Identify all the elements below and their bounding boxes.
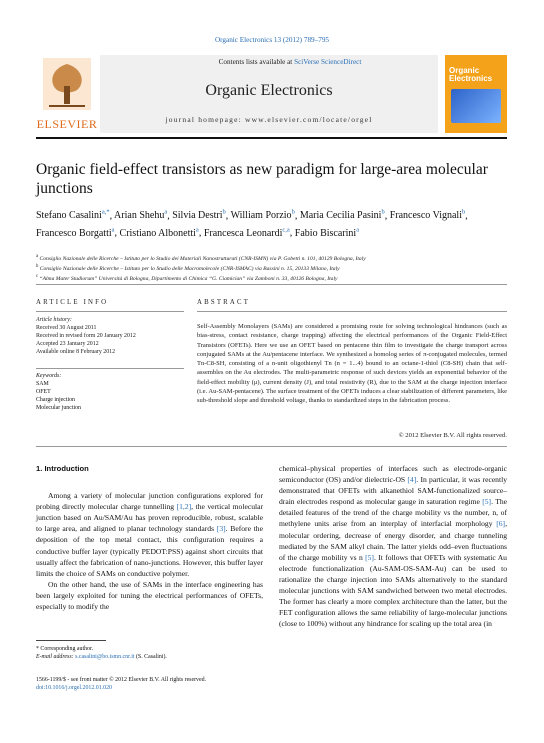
issn-line: 1566-1199/$ - see front matter © 2012 Elsevier B.V. All rights reserved. (36, 677, 207, 683)
corresponding-author: * Corresponding author. (36, 646, 94, 652)
citation-link[interactable]: [5] (482, 497, 492, 507)
footnote-rule (36, 640, 106, 641)
paragraph (36, 490, 263, 579)
text-run: . The detailed features of the trend of the charge mobility vs the number, n, of methylene units arise from an interplay of interfacial morphology (279, 497, 507, 529)
keyword: OFET (36, 389, 51, 395)
contents-prefix: Contents lists available at (218, 58, 295, 66)
author: Fabio Biscarini$^a$ (294, 226, 360, 239)
email-line (36, 653, 263, 661)
affiliation: $^b$ Consiglio Nazionale delle Ricerche – Istituto per lo Studio delle Macromolecole (CNR-ISMAC) via Bassini n. 15, 20133 Milano, Italy (36, 263, 340, 272)
abstract-text: Self-Assembly Monolayers (SAMs) are considered a promising route for solving technological hindrances (such as bias-stress, contact resistance, charge trapping) affecting the electrical performances of the Organic Field-Effect Transistors (OFETs). Here we use an OFET based on pentacene thin film to investigate the charge transport across conjugated SAMs at the Au/pentacene interface. We synthesized a homolog series of π-conjugated molecules, termed Tn-C8-SH, consisting of a n-unit oligothienyl Tn (n = 1...4) bound to an octane-1-thiol (C8-SH) chain that self-assembles on the Au electrodes. The multi-parametric response of such devices yields an exponential behavior of the field-effect mobility (μ), current density (J), and total resistivity (R), due to the SAM at the charge injection interface (i.e. Au-SAM-pentacene). The surface treatment of the OFETs induces a clear stabilization of different parameters, like sub-threshold slope and threshold voltage, thanks to standardized steps in the fabrication process. (197, 323, 507, 405)
author: Silvia Destri$^b$ (172, 209, 226, 222)
author-affiliation-mark[interactable]: b (222, 209, 226, 216)
author-affiliation-mark[interactable]: c,a (282, 226, 290, 234)
author-affiliation-mark[interactable]: b (461, 209, 466, 216)
text-run: , the vertical molecular junction based on Au/SAM/Au has proven reproducible, robust, scalable to large area, and aligned to planar technology standards (36, 502, 263, 534)
history-item: Available online 8 February 2012 (36, 349, 116, 355)
keyword: SAM (36, 381, 49, 387)
history-item: Received 30 August 2011 (36, 325, 97, 331)
paragraph: On the other hand, the use of SAMs in the interface engineering has been largely exploited for tuning the electrical performances of OFETs, especially to modify the (36, 579, 263, 612)
author-affiliation-mark[interactable]: a (111, 226, 115, 234)
author: Cristiano Albonetti$^a$ (119, 226, 199, 239)
history-label: Article history: (36, 317, 72, 323)
author: Francesco Borgatti$^a$ (36, 226, 115, 239)
journal-homepage[interactable]: journal homepage: www.elsevier.com/locate/orgel (165, 115, 373, 124)
header-rule (36, 137, 507, 139)
article-info-heading: ARTICLE INFO (36, 299, 109, 306)
front-matter-note (36, 676, 276, 692)
email-label: E-mail address: (36, 654, 74, 660)
journal-cover (445, 55, 507, 133)
affiliation: $^c$ “Alma Mater Studiorum” Università di Bologna, Dipartimento di Chimica “G. Ciamician” via Zamboni n. 33, 40126 Bologna, Italy (36, 273, 338, 282)
author: Stefano Casalini$^{a,*}$ (36, 209, 110, 222)
contents-line (130, 58, 450, 66)
publisher-name: ELSEVIER (36, 117, 98, 131)
text-run: . In particular, it was recently demonstrated that OFETs with alkanethiol SAM-functionalized source–drain electrodes respond as molecular gauge in saturation regime (279, 475, 507, 507)
copyright: © 2012 Elsevier B.V. All rights reserved. (398, 432, 507, 439)
text-run: Among a variety of molecular junction configurations explored for probing directly molecular charge tunnelling (36, 491, 263, 512)
keywords (36, 372, 184, 412)
divider (36, 284, 507, 285)
text-run: , molecular ordering, decrease of energy disorder, and charge tunneling mediated by the SAM alkyl chain. The latter yields odd–even fluctuations of the charge mobility vs n (279, 519, 507, 562)
author: Maria Cecilia Pasini$^b$ (299, 209, 385, 222)
keyword: Charge injection (36, 397, 75, 403)
cover-title-line-2: Electronics (449, 74, 493, 83)
divider (197, 311, 507, 312)
abstract-heading: ABSTRACT (197, 299, 251, 306)
doi-link[interactable]: doi:10.1016/j.orgel.2012.01.020 (36, 685, 112, 691)
history-item: Accepted 23 January 2012 (36, 341, 99, 347)
email-link[interactable]: s.casalini@bo.ismn.cnr.it (75, 654, 135, 660)
cover-art (451, 89, 501, 123)
citation-link[interactable]: [3] (216, 524, 226, 534)
citation-link[interactable]: [1,2] (176, 502, 192, 512)
divider (36, 368, 184, 369)
article-title: Organic field-effect transistors as new paradigm for large-area molecular junctions (36, 161, 488, 197)
affiliation-list (36, 253, 506, 283)
paragraph (279, 463, 507, 629)
citation-link[interactable]: [6] (496, 519, 506, 529)
journal-header (72, 55, 430, 133)
keyword: Molecular junction (36, 405, 81, 411)
author: Arian Shehu$^a$ (114, 209, 168, 222)
divider (36, 311, 184, 312)
author: Francesca Leonardi$^{c,a}$ (203, 226, 290, 239)
footnote (36, 645, 263, 661)
keywords-label: Keywords: (36, 373, 62, 379)
divider (36, 446, 507, 447)
history-item: Received in revised form 20 January 2012 (36, 333, 136, 339)
right-column (279, 463, 507, 629)
journal-banner (100, 55, 438, 133)
sciencedirect-link[interactable]: SciVerse ScienceDirect (294, 58, 362, 66)
author-affiliation-mark[interactable]: b (381, 209, 385, 216)
text-run: . It follows that OFETs with systematic Au electrode functionalization (Au-SAM-OS-SAM-Au) can be used to rationalize the charge injection into SAMs alternatively to the standard molecular junctions with SAM sandwiched between two metal electrodes. The former has clearly a more complex architecture than the latter, but the FET configuration allows the same reliability of large-molecular junctions (close to 100%) without any hindrance for scaling up the total area (in (279, 552, 507, 629)
text-run: . Before the deposition of the top metal contact, this configuration requires a conductive buffer layer (typically PEDOT:PSS) against short circuits that usually affect the fabrication of nano-junctions. However, this buffer layer limits the choice of SAMs on conductive polymer. (36, 524, 263, 578)
author: William Porzio$^b$ (230, 209, 295, 222)
journal-reference[interactable]: Organic Electronics 13 (2012) 789–795 (214, 36, 330, 44)
journal-name: Organic Electronics (205, 82, 333, 99)
author-affiliation-mark[interactable]: a,* (101, 209, 110, 216)
author: Francesco Vignali$^b$ (389, 209, 466, 222)
article-history (36, 316, 184, 356)
author-list: Stefano Casalini$^{a,*}$, Arian Shehu$^a$, Silvia Destri$^b$, William Porzio$^b$, Maria Cecilia Pasini$^b$, Francesco Vignali$^b$, Francesco Borgatti$^a$, Cristiano Albonetti$^a$, Francesca Leonardi$^{c,a}$, Fabio Biscarini$^a$ (36, 209, 468, 239)
cover-title (449, 67, 492, 83)
citation-link[interactable]: [5] (365, 552, 374, 562)
author-affiliation-mark[interactable]: a (164, 209, 168, 216)
cover-title-line-1: Organic (449, 66, 480, 75)
email-suffix: (S. Casalini). (135, 654, 167, 660)
affiliation: $^a$ Consiglio Nazionale delle Ricerche – Istituto per lo Studio dei Materiali Nanostrutturati (CNR-ISMN) via P. Gobetti n. 101, 40129 Bologna, Italy (36, 254, 366, 262)
text-run: chemical–physical properties of interfaces such as electrode-organic semiconductor (OS) and/or dielectric-OS (279, 464, 507, 485)
section-heading: 1. Introduction (36, 464, 89, 473)
author-affiliation-mark[interactable]: a (195, 226, 199, 234)
author-affiliation-mark[interactable]: a (356, 226, 360, 234)
citation-link[interactable]: [4] (407, 475, 417, 485)
author-affiliation-mark[interactable]: b (291, 209, 295, 216)
left-column (36, 463, 263, 612)
